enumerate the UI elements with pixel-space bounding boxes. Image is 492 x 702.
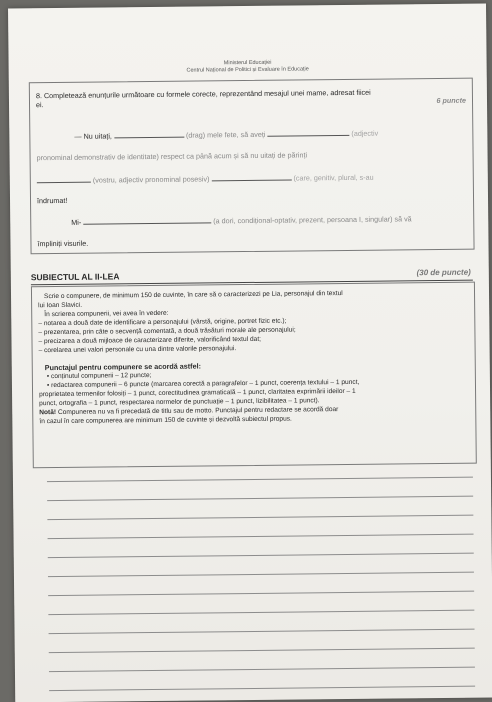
writing-line[interactable] — [47, 496, 473, 501]
ministry-header: Ministerul Educației — [223, 59, 272, 67]
task-bullet-2: – prezentarea, prin câte o secvență comentată, a două trăsături morale ale personajului; — [38, 326, 296, 337]
subject-title: SUBIECTUL AL II-LEA — [30, 271, 120, 283]
writing-line[interactable] — [49, 629, 475, 634]
scoring-title: Punctajul pentru compunere se acordă astfel: — [44, 361, 201, 373]
answer-blank-1[interactable] — [114, 130, 184, 139]
item-8-line-4: îndrumat! — [36, 195, 68, 206]
scoring-writing-cont-1: proprietatea termenilor folosiți – 1 punct, corectitudinea gramaticală – 1 punct, claritatea exprimării ideilor – 1 — [39, 387, 356, 399]
item-8-line-6: împliniți visurile. — [37, 238, 89, 249]
item-8-line-2: pronominal demonstrativ de identitate) respect ca până acum și să nu uitați de părinți — [36, 150, 308, 163]
subject-points: (30 de puncte) — [416, 267, 471, 278]
writing-line[interactable] — [48, 572, 474, 577]
answer-blank-5[interactable] — [83, 215, 211, 224]
task-bullet-4: – corelarea unei valori personale cu una dintre valorile personajului. — [38, 345, 237, 355]
writing-line[interactable] — [49, 648, 475, 653]
scoring-content: • conținutul compunerii – 12 puncte; — [46, 372, 152, 381]
task-intro-2: lui Ioan Slavici. — [38, 301, 83, 310]
writing-line[interactable] — [47, 477, 473, 482]
item-8-line-5: Mi- (a dori, condițional-optativ, prezent, persoana I, singular) să vă — [71, 214, 412, 227]
item-8-box — [29, 78, 475, 255]
task-intro-3: În scrierea compunerii, vei avea în vedere: — [44, 309, 169, 319]
item-8-line-3: (vostru, adjectiv pronominal posesiv) (care, genitiv, plural, s-au — [37, 172, 374, 186]
exam-page — [8, 3, 492, 702]
scoring-writing: • redactarea compunerii – 6 puncte (marcarea corectă a paragrafelor – 1 punct, coerența textului – 1 punct, — [46, 378, 360, 390]
item-8-prompt: 8. Completează enunțurile următoare cu formele corecte, reprezentând mesajul unei mame, adresat fiicei — [35, 87, 371, 101]
writing-line[interactable] — [48, 553, 474, 558]
answer-blank-3[interactable] — [37, 175, 91, 184]
writing-line[interactable] — [49, 667, 475, 672]
item-8-prompt-cont: ei. — [35, 100, 44, 110]
answer-blank-4[interactable] — [211, 173, 291, 182]
center-header: Centrul Național de Politici și Evaluare în Educație — [186, 66, 309, 74]
note-line-2: în cazul în care compunerea are minimum 150 de cuvinte și dezvoltă subiectul propus. — [39, 415, 292, 426]
scoring-writing-cont-2: punct, ortografia – 1 punct, respectarea normelor de punctuație – 1 punct, lizibilitatea – 1 punct). — [39, 397, 320, 408]
task-bullet-1: – notarea a două date de identificare a personajului (vârstă, origine, portret fizic etc.); — [38, 317, 287, 328]
writing-line[interactable] — [48, 591, 474, 596]
writing-line[interactable] — [47, 515, 473, 520]
answer-blank-2[interactable] — [267, 128, 349, 137]
writing-line[interactable] — [48, 610, 474, 615]
item-8-line-1: — Nu uitați, (drag) mele fete, să aveți (adjectiv — [74, 128, 379, 141]
writing-lines[interactable] — [42, 4, 468, 8]
item-8-points: 6 puncte — [436, 95, 467, 106]
task-intro-1: Scrie o compunere, de minimum 150 de cuvinte, în care să o caracterizezi pe Lia, personajul din textul — [43, 290, 343, 301]
note-line-1: Notă! Compunerea nu va fi precedată de titlu sau de motto. Punctajul pentru redactare se acordă doar — [39, 406, 339, 417]
writing-line[interactable] — [48, 534, 474, 539]
task-box — [31, 282, 477, 469]
writing-line[interactable] — [49, 686, 475, 691]
task-bullet-3: – precizarea a două mijloace de caracterizare diferite, valorificând textul dat; — [38, 335, 262, 346]
